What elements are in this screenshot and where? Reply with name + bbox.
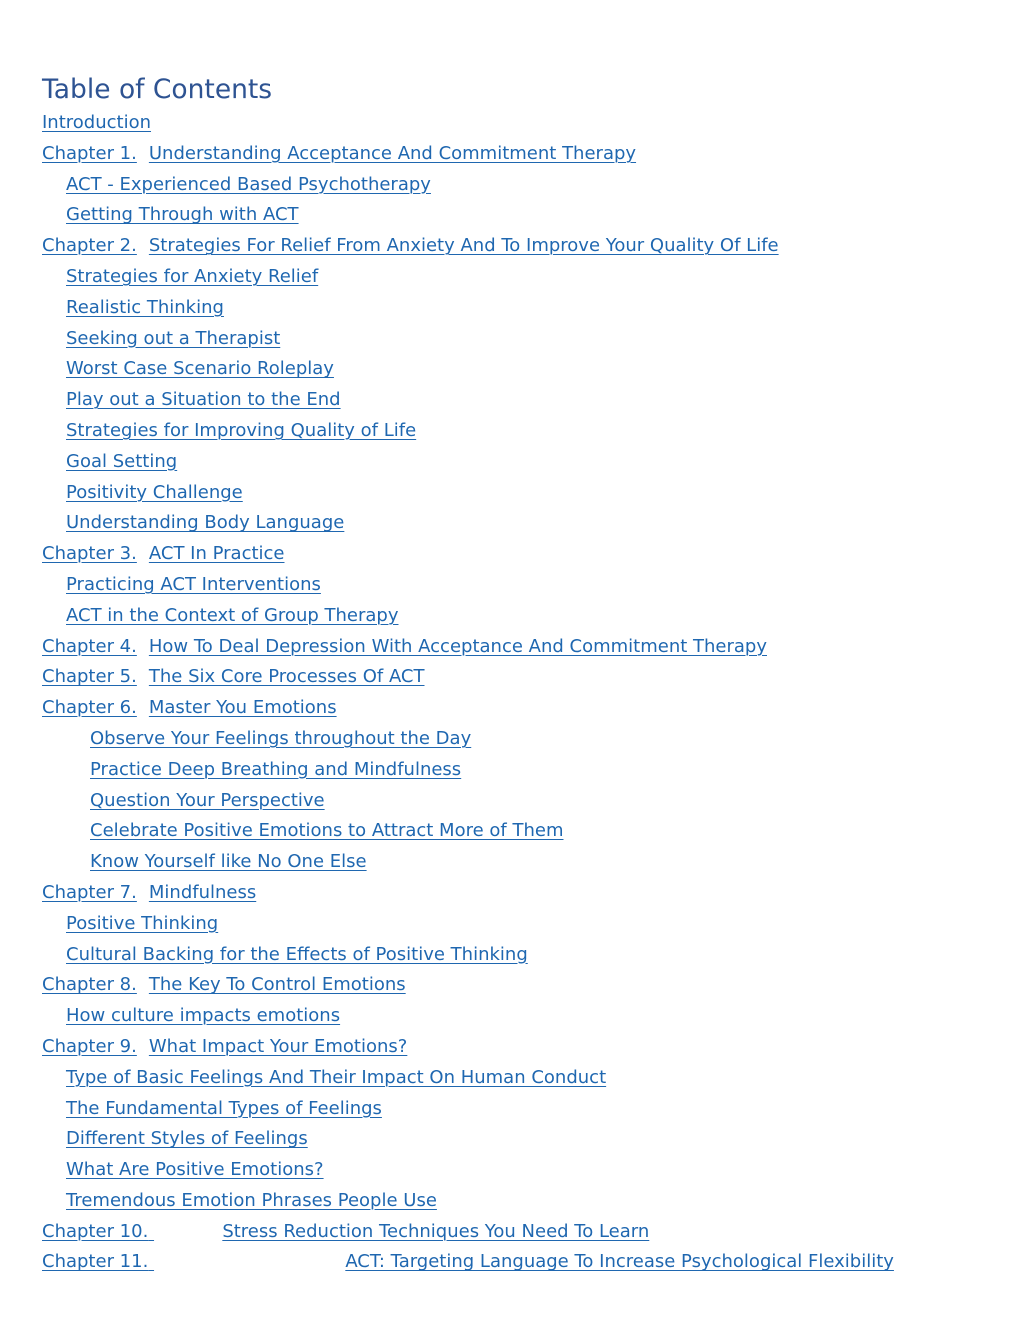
toc-chapter-title-link[interactable]: Understanding Acceptance And Commitment Therapy <box>148 142 637 164</box>
toc-title: Table of Contents <box>42 74 273 105</box>
toc-entry <box>42 539 1002 570</box>
toc-section-link[interactable]: Tremendous Emotion Phrases People Use <box>66 1189 437 1211</box>
toc-entry <box>42 200 1002 231</box>
toc-section-link[interactable]: Cultural Backing for the Effects of Positive Thinking <box>66 943 528 965</box>
toc-tab-gap <box>137 231 149 262</box>
toc-chapter-title-link[interactable]: Master You Emotions <box>148 697 337 719</box>
toc-entry <box>42 293 1002 324</box>
toc-entry <box>42 139 1002 170</box>
toc-section-link[interactable]: Realistic Thinking <box>66 296 224 318</box>
toc-entry <box>42 478 1002 509</box>
toc-entry <box>42 970 1002 1001</box>
toc-section-link[interactable]: Introduction <box>42 112 152 133</box>
toc-chapter-title-link[interactable]: Strategies For Relief From Anxiety And To Improve Your Quality Of Life <box>148 235 779 257</box>
toc-entry <box>42 1063 1002 1094</box>
toc-entry <box>42 108 1002 139</box>
toc-entry <box>42 1155 1002 1186</box>
toc-tab-gap <box>148 1217 222 1248</box>
document-page <box>42 72 1002 1278</box>
toc-entry <box>42 786 1002 817</box>
toc-entry <box>42 508 1002 539</box>
toc-entry <box>42 231 1002 262</box>
toc-section-link[interactable]: What Are Positive Emotions? <box>66 1159 324 1181</box>
toc-tab-gap <box>137 878 149 909</box>
toc-section-link[interactable]: Observe Your Feelings throughout the Day <box>90 727 472 749</box>
toc-chapter-number-link[interactable]: Chapter 3. <box>42 543 137 565</box>
toc-section-link[interactable]: Strategies for Anxiety Relief <box>66 265 319 287</box>
toc-entry <box>42 847 1002 878</box>
toc-chapter-number-link[interactable]: Chapter 8. <box>42 974 137 996</box>
toc-chapter-number-link[interactable]: Chapter 10. <box>42 1220 149 1242</box>
toc-tab-gap <box>137 539 149 570</box>
toc-chapter-title-link[interactable]: Mindfulness <box>148 881 257 903</box>
toc-entry <box>42 570 1002 601</box>
toc-entry <box>42 940 1002 971</box>
toc-chapter-title-link[interactable]: The Six Core Processes Of ACT <box>148 666 425 688</box>
toc-entry <box>42 724 1002 755</box>
toc-section-link[interactable]: ACT in the Context of Group Therapy <box>66 604 399 626</box>
toc-entry <box>42 1094 1002 1125</box>
toc-tab-gap <box>148 1247 345 1278</box>
toc-chapter-number-link[interactable]: Chapter 1. <box>42 142 137 164</box>
toc-section-link[interactable]: Positive Thinking <box>66 912 219 934</box>
toc-tab-gap <box>137 1032 149 1063</box>
toc-entry <box>42 632 1002 663</box>
toc-section-link[interactable]: Type of Basic Feelings And Their Impact On Human Conduct <box>66 1066 607 1088</box>
toc-section-link[interactable]: Strategies for Improving Quality of Life <box>66 419 417 441</box>
toc-list <box>42 108 1002 1278</box>
toc-tab-gap <box>137 693 149 724</box>
toc-tab-gap <box>137 970 149 1001</box>
toc-section-link[interactable]: Seeking out a Therapist <box>66 327 281 349</box>
toc-section-link[interactable]: Getting Through with ACT <box>66 204 299 226</box>
toc-entry <box>42 1247 1002 1278</box>
toc-chapter-number-link[interactable]: Chapter 6. <box>42 697 137 719</box>
toc-entry <box>42 447 1002 478</box>
toc-section-link[interactable]: Understanding Body Language <box>66 512 345 534</box>
toc-entry <box>42 878 1002 909</box>
toc-chapter-title-link[interactable]: Stress Reduction Techniques You Need To Learn <box>222 1220 650 1242</box>
toc-chapter-number-link[interactable]: Chapter 2. <box>42 235 137 257</box>
toc-section-link[interactable]: The Fundamental Types of Feelings <box>66 1097 382 1119</box>
toc-entry <box>42 816 1002 847</box>
toc-entry <box>42 1032 1002 1063</box>
toc-section-link[interactable]: Celebrate Positive Emotions to Attract More of Them <box>90 820 564 842</box>
toc-entry <box>42 662 1002 693</box>
toc-chapter-number-link[interactable]: Chapter 9. <box>42 1035 137 1057</box>
toc-section-link[interactable]: Play out a Situation to the End <box>66 389 341 411</box>
toc-section-link[interactable]: Different Styles of Feelings <box>66 1128 308 1150</box>
toc-chapter-number-link[interactable]: Chapter 11. <box>42 1251 149 1273</box>
toc-entry <box>42 601 1002 632</box>
toc-section-link[interactable]: Positivity Challenge <box>66 481 243 503</box>
toc-entry <box>42 354 1002 385</box>
toc-section-link[interactable]: Worst Case Scenario Roleplay <box>66 358 334 380</box>
toc-tab-gap <box>137 139 149 170</box>
toc-section-link[interactable]: Question Your Perspective <box>90 789 325 811</box>
toc-chapter-title-link[interactable]: ACT In Practice <box>148 543 285 565</box>
toc-entry <box>42 385 1002 416</box>
toc-entry <box>42 693 1002 724</box>
toc-section-link[interactable]: How culture impacts emotions <box>66 1005 341 1027</box>
toc-chapter-title-link[interactable]: ACT: Targeting Language To Increase Psychological Flexibility <box>345 1251 894 1273</box>
toc-section-link[interactable]: ACT - Experienced Based Psychotherapy <box>66 173 431 195</box>
toc-section-link[interactable]: Know Yourself like No One Else <box>90 851 367 873</box>
toc-chapter-number-link[interactable]: Chapter 4. <box>42 635 137 657</box>
toc-entry <box>42 324 1002 355</box>
toc-entry <box>42 1001 1002 1032</box>
toc-entry <box>42 1217 1002 1248</box>
toc-chapter-number-link[interactable]: Chapter 5. <box>42 666 137 688</box>
toc-tab-gap <box>137 662 149 693</box>
toc-entry <box>42 1186 1002 1217</box>
toc-chapter-title-link[interactable]: What Impact Your Emotions? <box>148 1035 408 1057</box>
toc-entry <box>42 909 1002 940</box>
toc-entry <box>42 755 1002 786</box>
toc-entry <box>42 1124 1002 1155</box>
toc-tab-gap <box>137 632 149 663</box>
toc-chapter-number-link[interactable]: Chapter 7. <box>42 881 137 903</box>
toc-entry <box>42 416 1002 447</box>
toc-section-link[interactable]: Practicing ACT Interventions <box>66 573 321 595</box>
toc-entry <box>42 262 1002 293</box>
toc-entry <box>42 170 1002 201</box>
toc-section-link[interactable]: Goal Setting <box>66 450 178 472</box>
toc-chapter-title-link[interactable]: How To Deal Depression With Acceptance And Commitment Therapy <box>148 635 767 657</box>
toc-chapter-title-link[interactable]: The Key To Control Emotions <box>148 974 406 996</box>
toc-section-link[interactable]: Practice Deep Breathing and Mindfulness <box>90 758 462 780</box>
